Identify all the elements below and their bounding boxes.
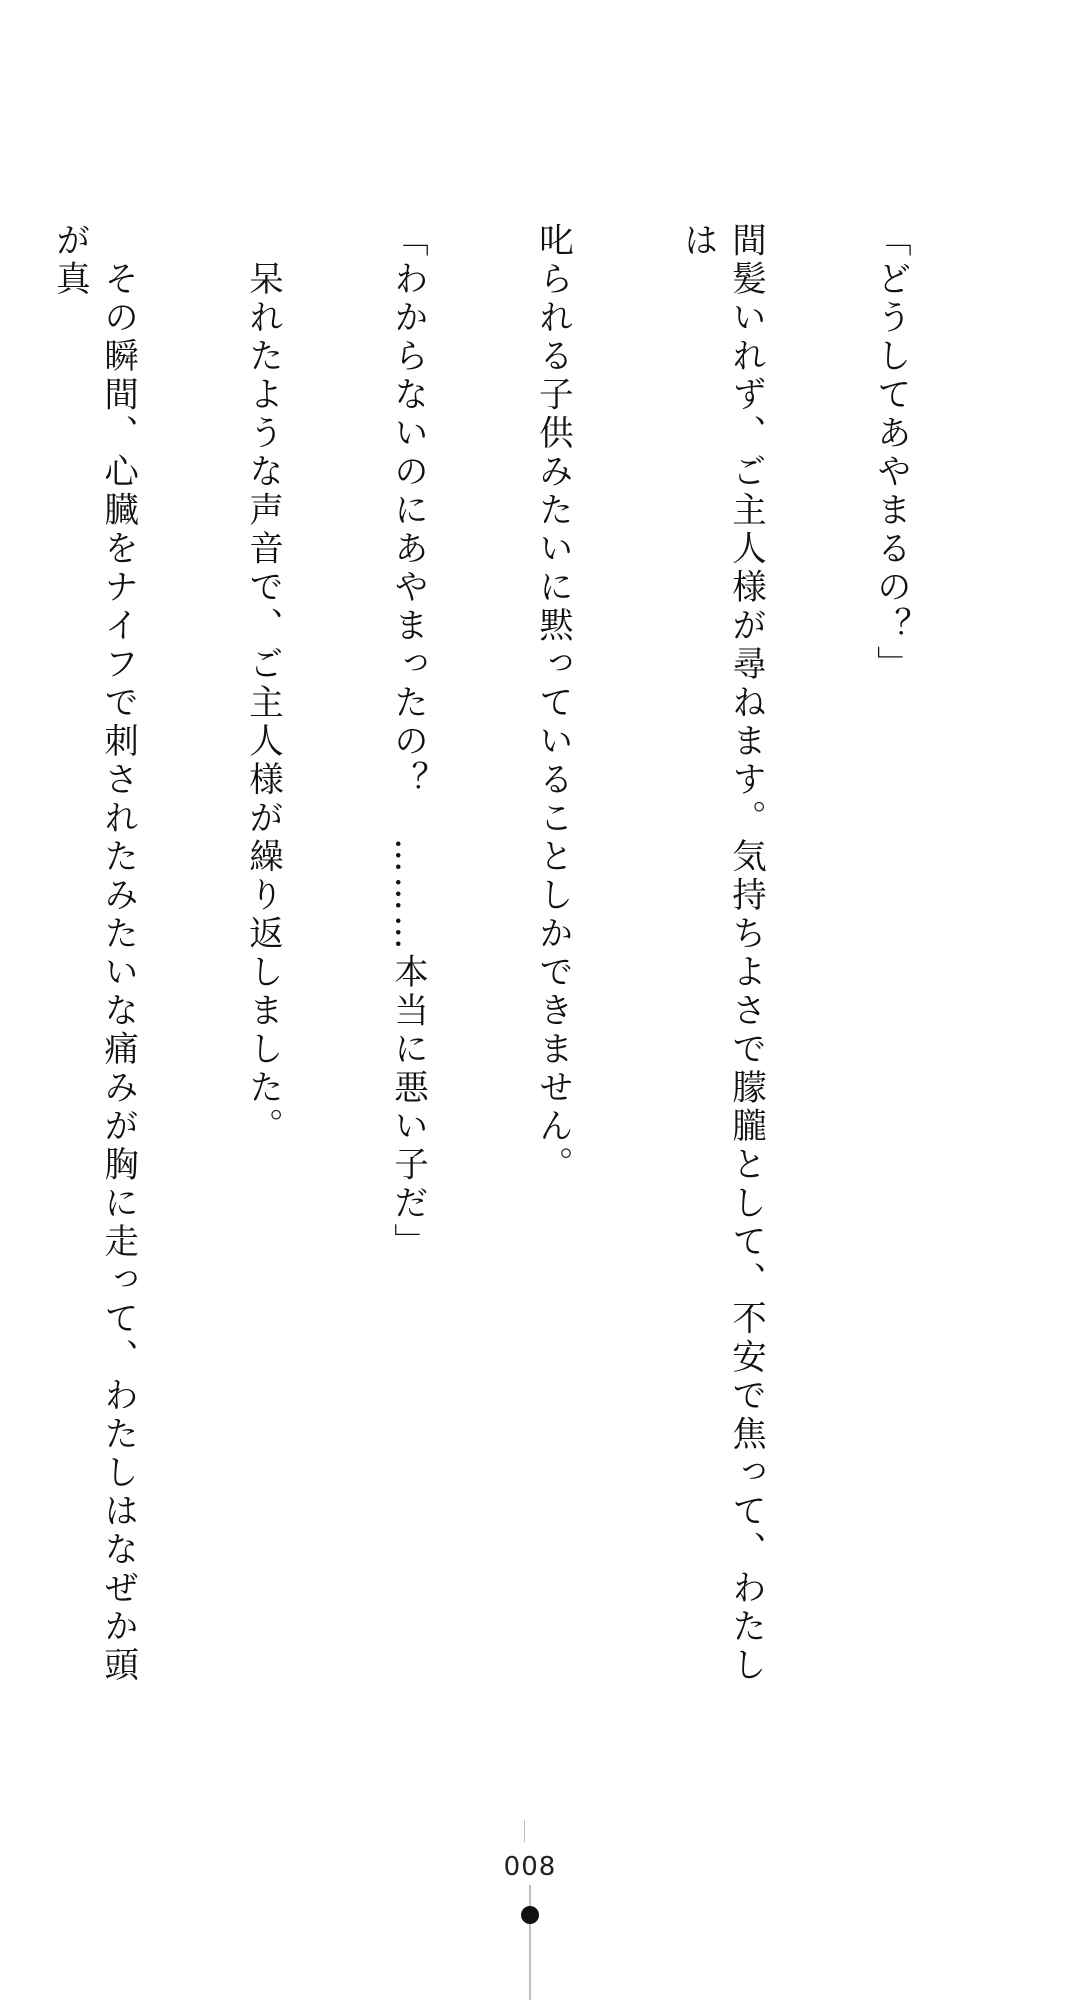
text-line: 「どうしてあやまるの？」 xyxy=(870,222,911,684)
text-line: 間髪いれず、ご主人様が尋ねます。気持ちよさで朦朧として、不安で焦って、わたしは xyxy=(677,222,766,1685)
page-ornament-line xyxy=(529,1885,531,2000)
text-line: 「わからないのにあやまったの？ ………本当に悪い子だ」 xyxy=(387,222,428,1262)
page-ornament-dot xyxy=(521,1906,539,1924)
page-number: 008 xyxy=(503,1852,557,1882)
vertical-text-body xyxy=(0,222,1011,1702)
text-line: 呆れたような声音で、ご主人様が繰り返しました。 xyxy=(242,222,283,1146)
page-ornament-tick xyxy=(524,1820,525,1842)
text-line: その瞬間、心臓をナイフで刺されたみたいな痛みが胸に走って、わたしはなぜか頭が真 xyxy=(49,222,138,1685)
text-line: 叱られる子供みたいに黙っていることしかできません。 xyxy=(532,222,573,1185)
